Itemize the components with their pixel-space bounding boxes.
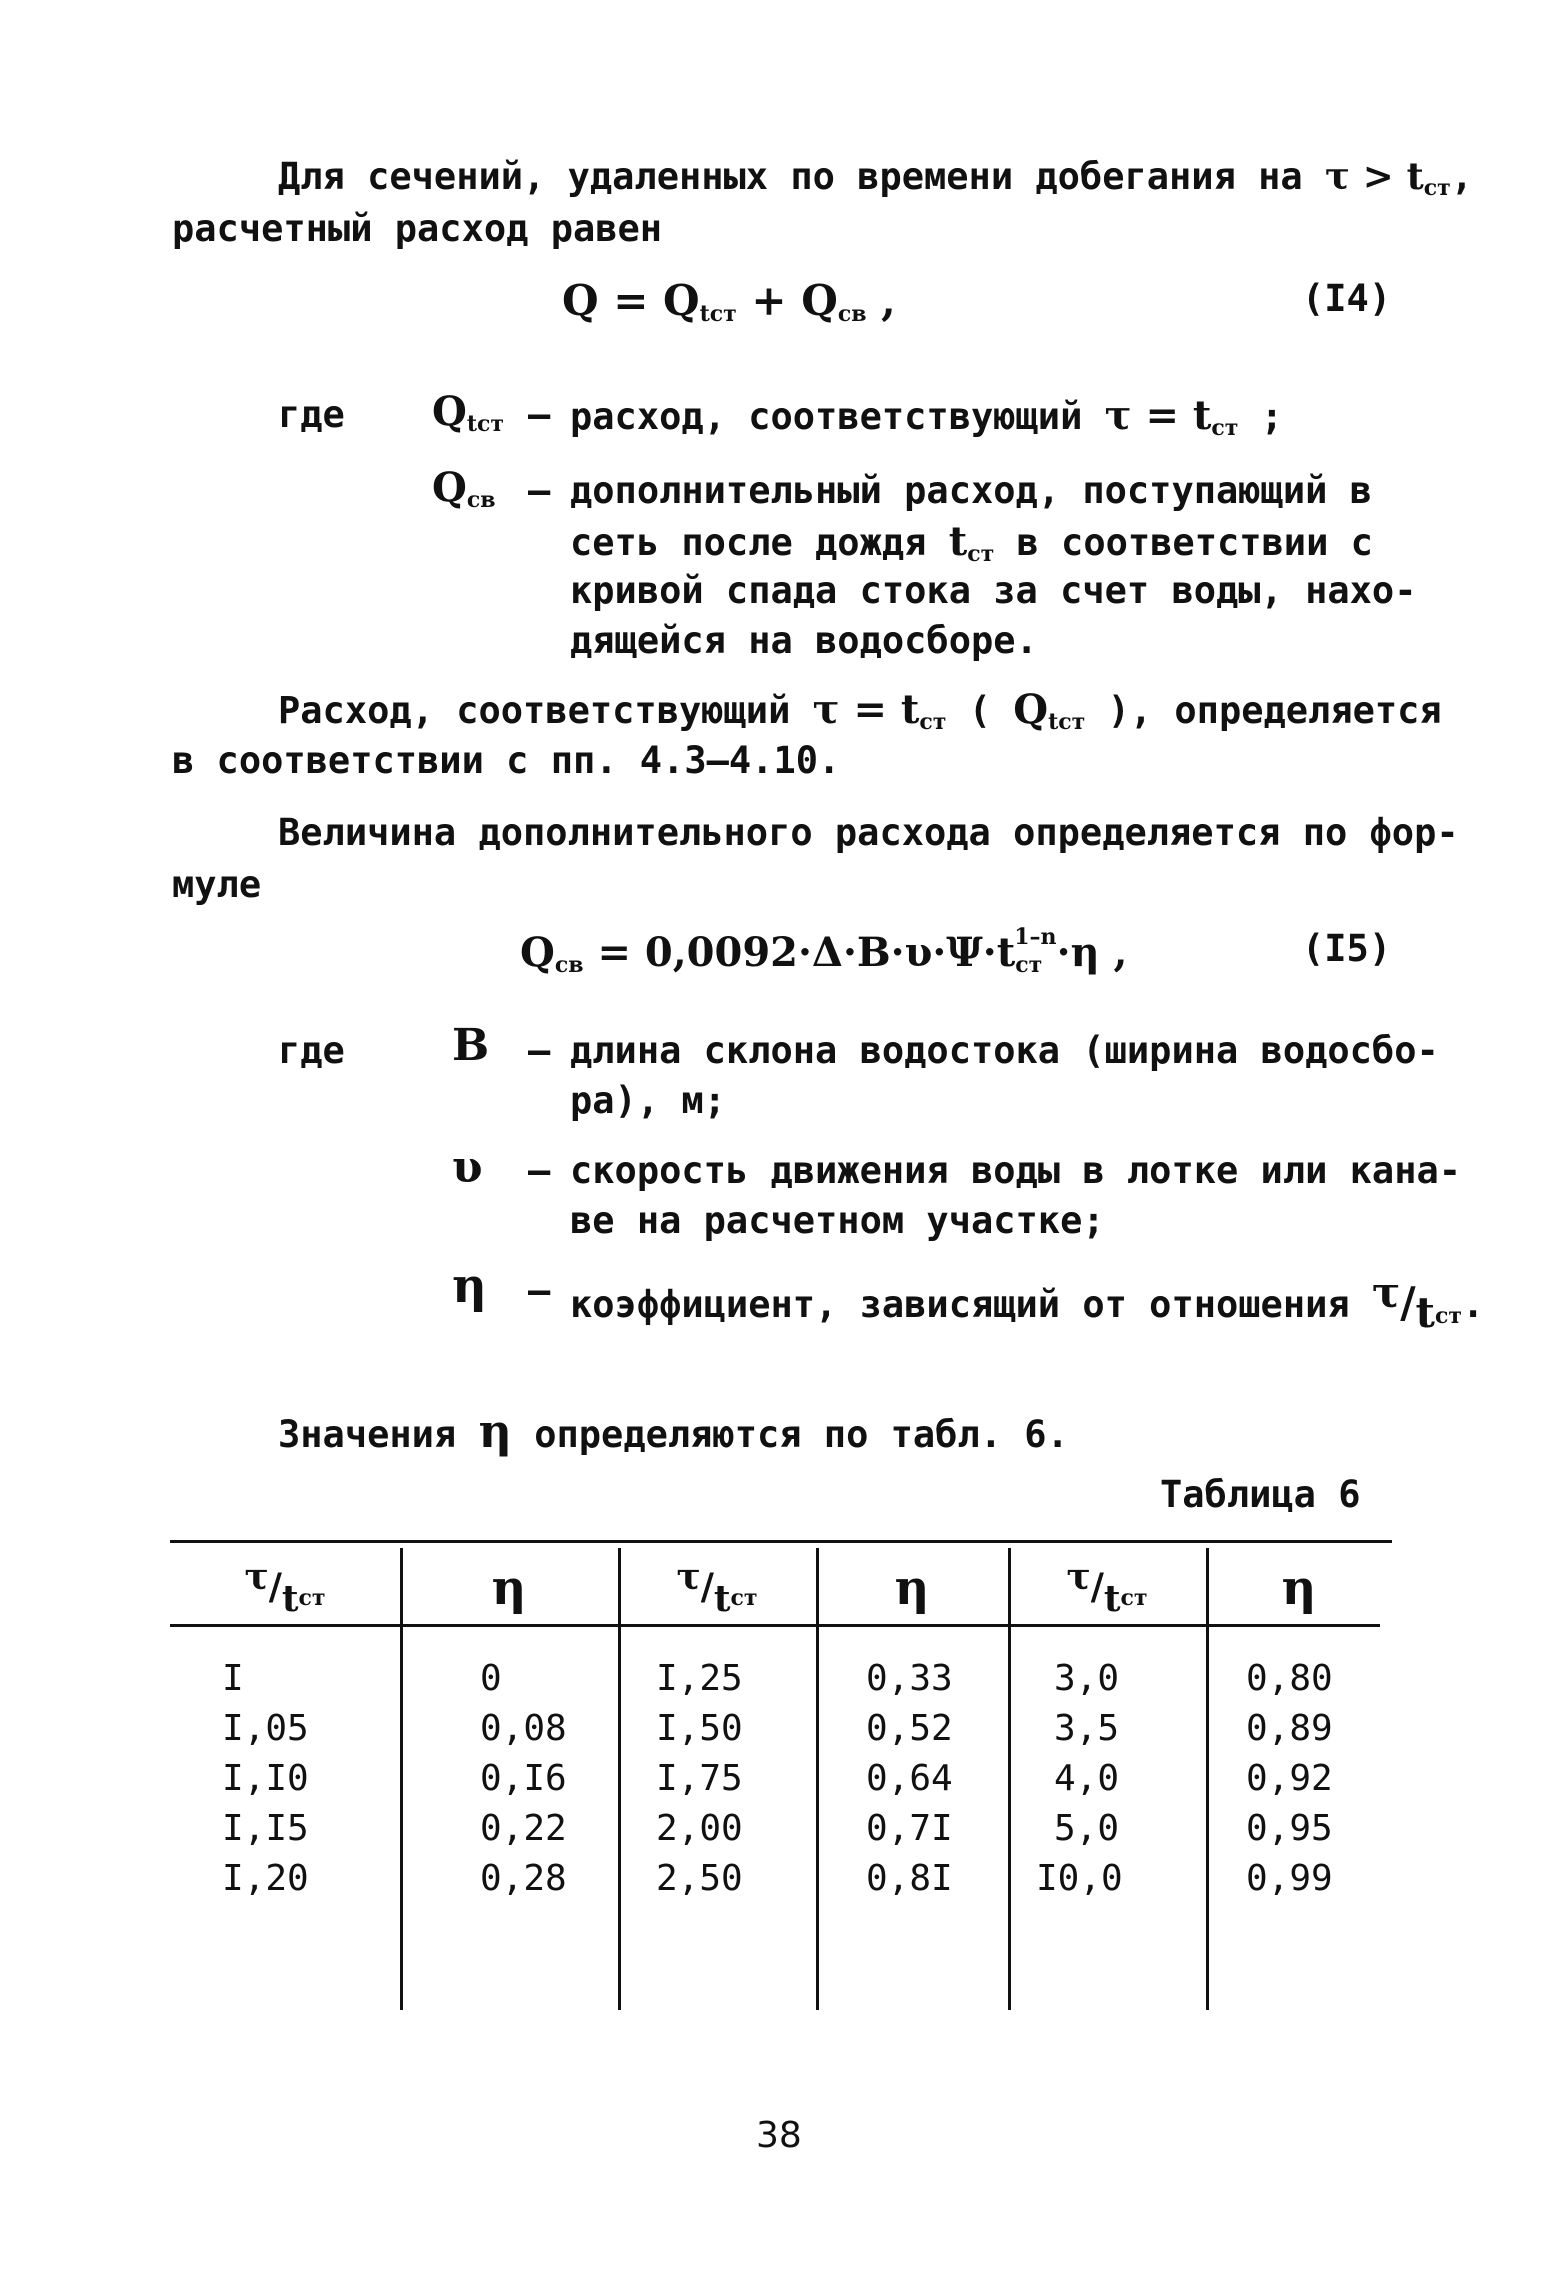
para4: Значения η определяются по табл. 6. xyxy=(278,1404,1069,1458)
where1-label: где xyxy=(278,393,345,436)
table-cell: 0,80 xyxy=(1246,1658,1333,1699)
tau-condition-sub: ст xyxy=(1423,175,1451,201)
where2-def-1-line2: ра), м; xyxy=(570,1079,726,1122)
table-cell: 0,28 xyxy=(480,1858,567,1899)
table-cell: 0,92 xyxy=(1246,1758,1333,1799)
where2-def-3: коэффициент, зависящий от отношения $\tau/t_{ст}$. xyxy=(570,1268,1485,1337)
para1-comma: , xyxy=(1450,155,1474,198)
where2-def-2-line2: ве на расчетном участке; xyxy=(570,1199,1105,1242)
where1-def-2-line2: сеть после дождя $t_{ст}$ в соответствии с xyxy=(570,518,1373,567)
para2-line2: в соответствии с пп. 4.3–4.10. xyxy=(172,739,841,782)
formula-14-plus: + Q xyxy=(736,276,838,325)
table-cell: 0,95 xyxy=(1246,1808,1333,1849)
where1-def-2-line3: кривой спада стока за счет воды, нахо- xyxy=(570,569,1417,612)
where1-def-2-line1: дополнительный расход, поступающий в xyxy=(570,469,1372,512)
table-col-divider xyxy=(400,1548,403,2010)
table-cell: 3,0 xyxy=(1054,1658,1120,1699)
table-header-eta: η xyxy=(491,1560,527,1616)
table-cell: 0,08 xyxy=(480,1708,567,1749)
table-cell: 2,00 xyxy=(656,1808,743,1849)
table-cell: 4,0 xyxy=(1054,1758,1120,1799)
where1-def-1: расход, соответствующий $\tau = t_{ст}$ ; xyxy=(570,392,1283,441)
where1-dash-1: – xyxy=(528,393,551,436)
para2-line1: Расход, соответствующий $\tau = t_{ст}$ ( $Q_{tст}$ ), определяется xyxy=(278,686,1442,735)
table-col-divider xyxy=(1206,1548,1209,2010)
table-cell: I,05 xyxy=(222,1708,309,1749)
formula-14 xyxy=(562,276,896,327)
where1-sym-qsv: $Q_{св}$ xyxy=(432,464,496,513)
para1-line1 xyxy=(278,154,1474,201)
table-cell: I,I5 xyxy=(222,1808,309,1849)
table-top-rule xyxy=(170,1540,1392,1543)
para3-line1: Величина дополнительного расхода определяется по фор- xyxy=(278,811,1459,854)
where2-sym-eta: η xyxy=(452,1258,487,1314)
formula-14-dot: , xyxy=(866,276,896,325)
para1-line2: расчетный расход равен xyxy=(172,207,663,250)
table-cell: I,25 xyxy=(656,1658,743,1699)
table-cell: 0 xyxy=(480,1658,502,1699)
table-cell: 0,I6 xyxy=(480,1758,567,1799)
where2-def-2-line1: скорость движения воды в лотке или кана- xyxy=(570,1149,1462,1192)
table-cell: I,75 xyxy=(656,1758,743,1799)
tau-condition: τ > t xyxy=(1324,154,1424,198)
table-col-divider xyxy=(816,1548,819,2010)
table-cell: 5,0 xyxy=(1054,1808,1120,1849)
table-cell: 0,22 xyxy=(480,1808,567,1849)
table-header-eta: η xyxy=(1281,1560,1317,1616)
table-header-rule xyxy=(170,1624,1380,1627)
formula-14-sub1: tст xyxy=(699,301,737,327)
table-cell: 0,8I xyxy=(866,1858,953,1899)
table-cell: I,20 xyxy=(222,1858,309,1899)
table-header-tau-ratio: $\tau/t_{ст}$ xyxy=(244,1556,326,1620)
page-number: 38 xyxy=(756,2115,802,2156)
table-header-tau-ratio: $\tau/t_{ст}$ xyxy=(1066,1556,1148,1620)
table-cell: 0,89 xyxy=(1246,1708,1333,1749)
where1-sym-qtst: $Q_{tст}$ xyxy=(432,388,505,437)
table-cell: 0,33 xyxy=(866,1658,953,1699)
formula-14-lhs: Q = Q xyxy=(562,276,700,325)
table-cell: 0,7I xyxy=(866,1808,953,1849)
table-cell: 2,50 xyxy=(656,1858,743,1899)
formula-15-number: (I5) xyxy=(1302,927,1392,970)
table-cell: I xyxy=(222,1658,244,1699)
where2-dash-1: – xyxy=(528,1029,551,1072)
where2-def-1-line1: длина склона водостока (ширина водосбо- xyxy=(570,1029,1439,1072)
table-cell: I,50 xyxy=(656,1708,743,1749)
table-cell: 0,52 xyxy=(866,1708,953,1749)
table-cell: I0,0 xyxy=(1036,1858,1123,1899)
where2-label: где xyxy=(278,1029,345,1072)
para3-line2: муле xyxy=(172,863,262,906)
table-caption: Таблица 6 xyxy=(1160,1473,1361,1516)
table-cell: 3,5 xyxy=(1054,1708,1120,1749)
table-cell: 0,99 xyxy=(1246,1858,1333,1899)
formula-15: $Q_{св} = 0,0092\cdot\Delta\cdot B\cdot\upsilon\cdot\Psi\cdot t_{ст}^{1-n}\cdot\eta$ , xyxy=(520,924,1128,978)
formula-14-sub2: св xyxy=(837,301,867,327)
where2-dash-2: – xyxy=(528,1149,551,1192)
where1-def-2-line4: дящейся на водосборе. xyxy=(570,619,1038,662)
where2-sym-b: B xyxy=(452,1020,490,1071)
para1-text: Для сечений, удаленных по времени добегания на xyxy=(278,155,1325,198)
where2-dash-3: – xyxy=(528,1269,551,1312)
table-header-eta: η xyxy=(894,1560,930,1616)
where1-dash-2: – xyxy=(528,469,551,512)
table-cell: 0,64 xyxy=(866,1758,953,1799)
table-cell: I,I0 xyxy=(222,1758,309,1799)
formula-14-number: (I4) xyxy=(1302,277,1392,320)
table-header-tau-ratio: $\tau/t_{ст}$ xyxy=(676,1556,758,1620)
where2-sym-v: υ xyxy=(452,1142,483,1193)
